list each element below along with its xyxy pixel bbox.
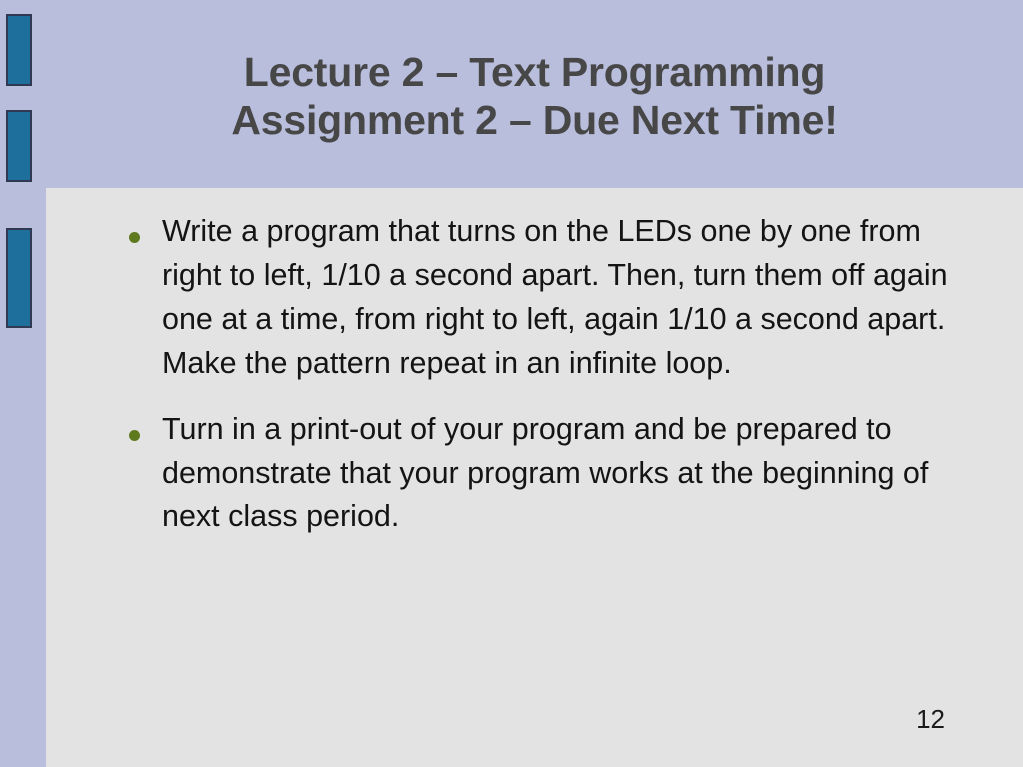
- list-item-text: Turn in a print-out of your program and be prepared to demonstrate that your program works at the beginning of next class period.: [162, 411, 929, 534]
- rail-tab-icon-2: [6, 110, 32, 182]
- list-item: [84, 210, 984, 386]
- list-item-text: Write a program that turns on the LEDs one by one from right to left, 1/10 a second apart. Then, turn them off again one at a time, from right to left, again 1/10 a second apart. Make the pattern repeat in an infinite loop.: [162, 214, 948, 380]
- rail-tab-icon-1: [6, 14, 32, 86]
- page-title-line-2: Assignment 2 – Due Next Time!: [231, 97, 838, 144]
- bullet-list: [84, 210, 984, 561]
- rail-tab-icon-3: [6, 228, 32, 328]
- title-block: [46, 0, 1023, 188]
- page-title-line-1: Lecture 2 – Text Programming: [243, 49, 826, 95]
- body-panel: [46, 188, 1023, 767]
- bullet-dot-icon: [129, 232, 140, 243]
- page-number: 12: [916, 704, 945, 734]
- page-title: [46, 48, 1023, 145]
- left-decoration-rail: [0, 0, 46, 767]
- list-item: [84, 408, 984, 540]
- bullet-dot-icon: [129, 430, 140, 441]
